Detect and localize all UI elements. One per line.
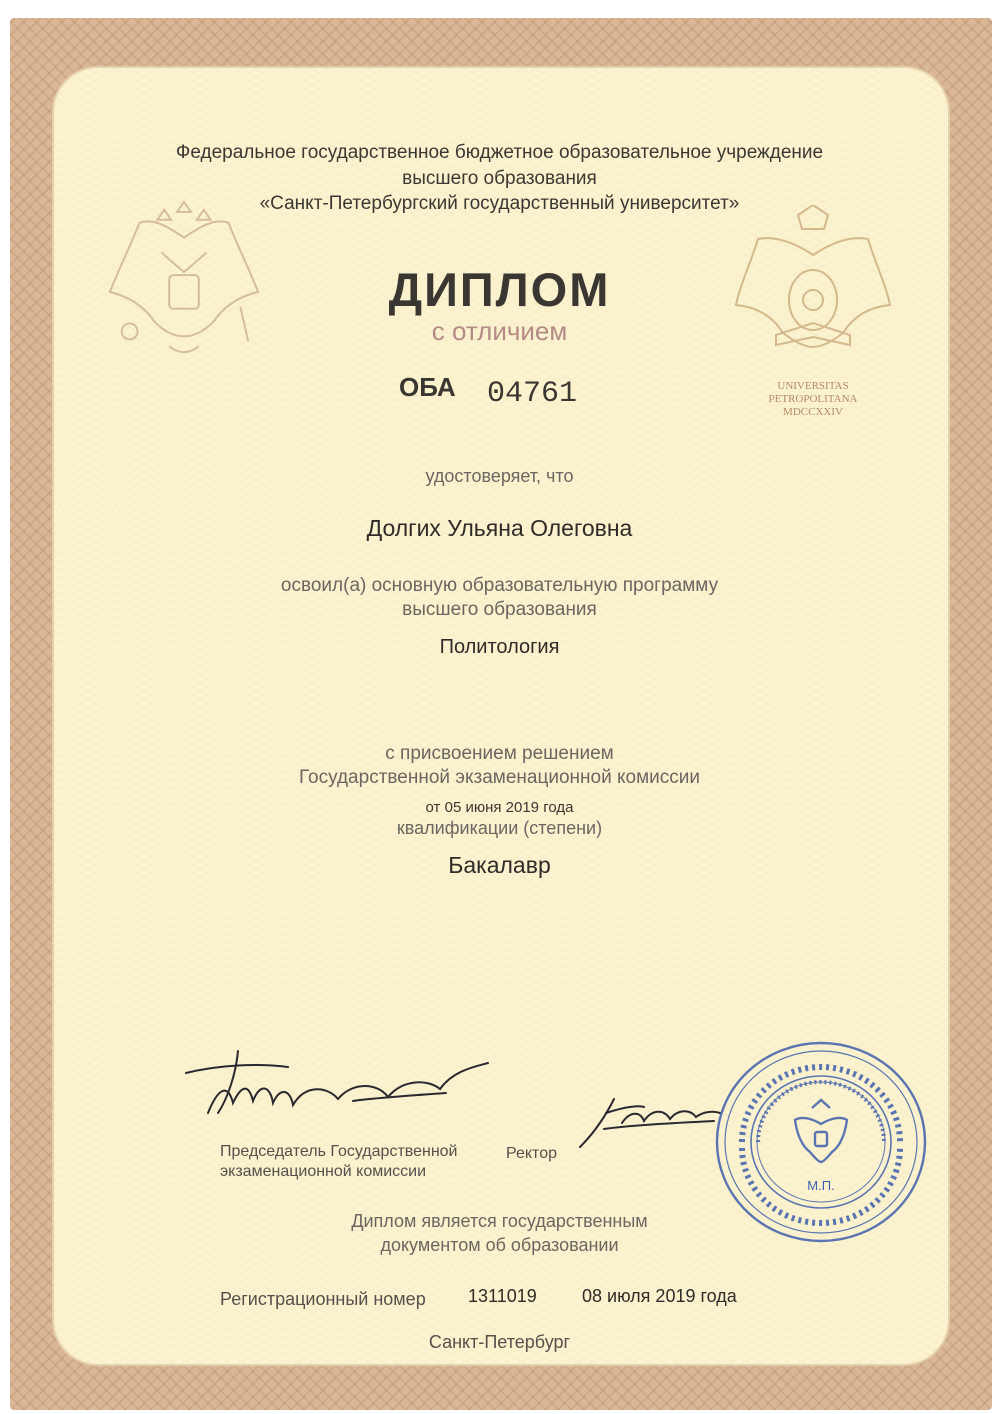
program-line-1: освоил(а) основную образовательную программу — [280, 575, 719, 596]
institution-line-1: Федеральное государственное бюджетное образовательное учреждение — [175, 142, 824, 163]
award-line-2: Государственной экзаменационной комиссии — [299, 767, 700, 788]
program-name: Политология — [439, 636, 560, 658]
award-date: от 05 июня 2019 года — [425, 799, 574, 816]
qualification-label: квалификации (степени) — [396, 818, 603, 838]
document-title: ДИПЛОМ — [388, 263, 611, 316]
institution-line-3: «Санкт-Петербургский государственный университет» — [259, 193, 740, 214]
footer-line-1: Диплом является государственным — [351, 1211, 648, 1231]
holder-name: Долгих Ульяна Олеговна — [366, 515, 633, 541]
registration-date: 08 июля 2019 года — [582, 1286, 737, 1306]
motto-line-1: UNIVERSITAS — [777, 380, 849, 392]
certifies-text: удостоверяет, что — [425, 466, 574, 486]
qualification: Бакалавр — [448, 852, 551, 878]
seal-mp-label: М.П. — [807, 1178, 835, 1193]
document-subtitle: с отличием — [431, 316, 568, 346]
chair-signature — [178, 1043, 496, 1123]
chair-title-line-2: экзаменационной комиссии — [220, 1163, 427, 1180]
motto-line-2: PETROPOLITANA — [768, 393, 858, 405]
footer-line-2: документом об образовании — [380, 1235, 619, 1255]
diploma-number: 04761 — [487, 377, 578, 411]
city: Санкт-Петербург — [428, 1332, 571, 1352]
university-motto — [752, 380, 874, 419]
motto-line-3: MDCCXXIV — [783, 406, 843, 418]
award-line-1: с присвоением решением — [385, 743, 614, 764]
rector-signature — [574, 1085, 724, 1155]
rector-label: Ректор — [506, 1145, 557, 1162]
program-line-2: высшего образования — [402, 599, 597, 620]
registration-label: Регистрационный номер — [220, 1289, 426, 1309]
diploma-series: ОБА — [399, 372, 456, 402]
institution-line-2: высшего образования — [402, 168, 597, 189]
registration-number: 1311019 — [468, 1286, 537, 1306]
chair-title-line-1: Председатель Государственной — [220, 1143, 458, 1160]
